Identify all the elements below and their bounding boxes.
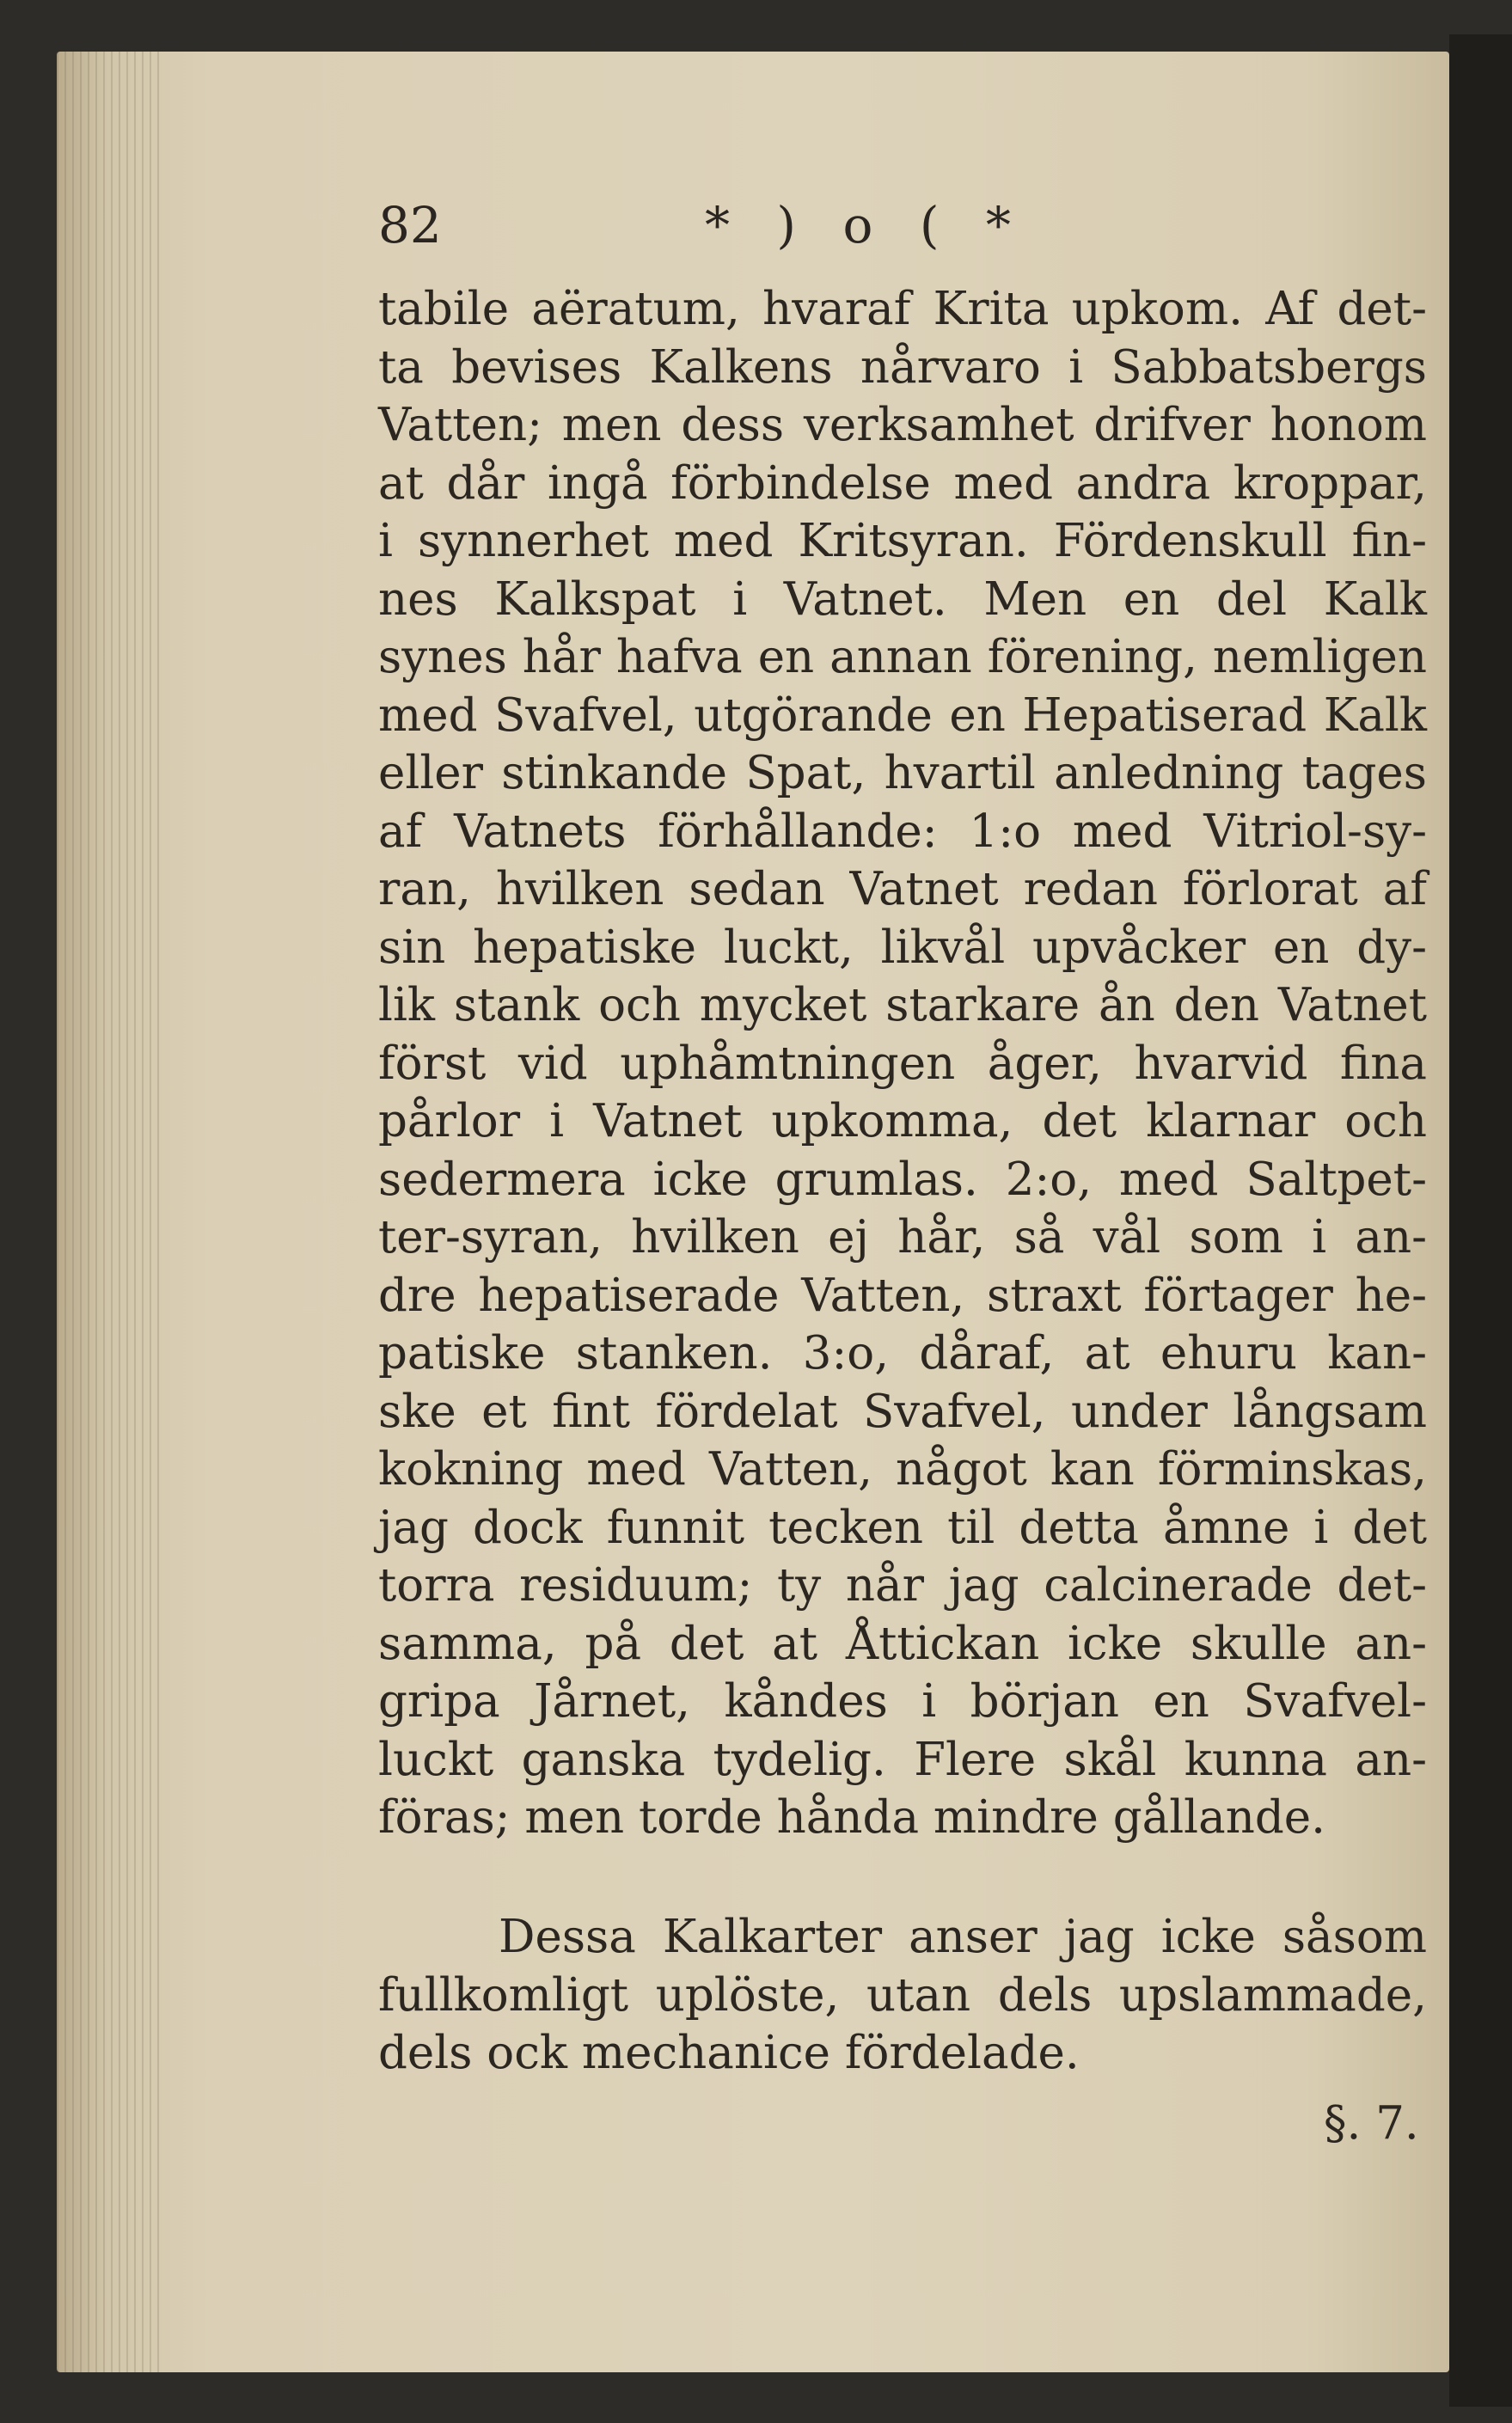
text-line: torra residuum; ty når jag calcinerade det-	[378, 1559, 1427, 1612]
text-line: eller stinkande Spat, hvartil anledning tages	[378, 747, 1427, 799]
page-number: 82	[378, 196, 442, 254]
text-line: synes hår hafva en annan förening, nemligen	[378, 631, 1427, 683]
text-line: samma, på det at Åttickan icke skulle an-	[378, 1617, 1427, 1670]
paragraph-2	[378, 1908, 1427, 2083]
text-line: ske et fint fördelat Svafvel, under långsam	[378, 1385, 1427, 1438]
page-edge	[1449, 34, 1512, 2407]
text-line: kokning med Vatten, något kan förminskas,	[378, 1443, 1427, 1496]
text-line: Vatten; men dess verksamhet drifver honom	[378, 399, 1427, 451]
running-head: * ) o ( *	[705, 196, 1026, 254]
text-line: at dår ingå förbindelse med andra kroppar,	[378, 456, 1427, 510]
text-line: jag dock funnit tecken til detta åmne i det	[378, 1501, 1427, 1554]
text-line: sin hepatiske luckt, likvål upvåcker en dy-	[378, 921, 1427, 974]
text-line: dre hepatiserade Vatten, straxt förtager he-	[378, 1269, 1427, 1322]
text-line: ta bevises Kalkens nårvaro i Sabbatsbergs	[378, 340, 1427, 394]
text-line: föras; men torde hånda mindre gållande.	[378, 1791, 1326, 1844]
text-line: sedermera icke grumlas. 2:o, med Saltpet-	[378, 1153, 1427, 1206]
text-line: fullkomligt uplöste, utan dels upslammade,	[378, 1968, 1427, 2022]
text-line: nes Kalkspat i Vatnet. Men en del Kalk	[378, 572, 1427, 626]
text-line: af Vatnets förhållande: 1:o med Vitriol-sy-	[378, 805, 1427, 858]
text-line: tabile aëratum, hvaraf Krita upkom. Af det-	[378, 283, 1427, 335]
text-line: i synnerhet med Kritsyran. Fördenskull fin-	[378, 515, 1427, 567]
text-line: ran, hvilken sedan Vatnet redan förlorat af	[378, 863, 1427, 915]
text-line: lik stank och mycket starkare ån den Vatnet	[378, 979, 1427, 1031]
text-line: med Svafvel, utgörande en Hepatiserad Kalk	[378, 688, 1427, 742]
text-line: pårlor i Vatnet upkomma, det klarnar och	[378, 1095, 1427, 1147]
page-header	[378, 196, 1444, 265]
text-line: ter-syran, hvilken ej hår, så vål som i an-	[378, 1211, 1427, 1264]
catchword: §. 7.	[1324, 2097, 1419, 2150]
text-line: först vid uphåmtningen åger, hvarvid fina	[378, 1037, 1427, 1090]
text-line: patiske stanken. 3:o, dåraf, at ehuru kan-	[378, 1327, 1427, 1380]
paragraph-1	[378, 280, 1427, 1847]
page-gutter	[57, 52, 160, 2372]
text-line: gripa Jårnet, kåndes i början en Svafvel-	[378, 1675, 1427, 1728]
text-line: luckt ganska tydelig. Flere skål kunna an-	[378, 1733, 1427, 1786]
text-line: Dessa Kalkarter anser jag icke såsom	[499, 1911, 1427, 1963]
text-line: dels ock mechanice fördelade.	[378, 2027, 1080, 2079]
